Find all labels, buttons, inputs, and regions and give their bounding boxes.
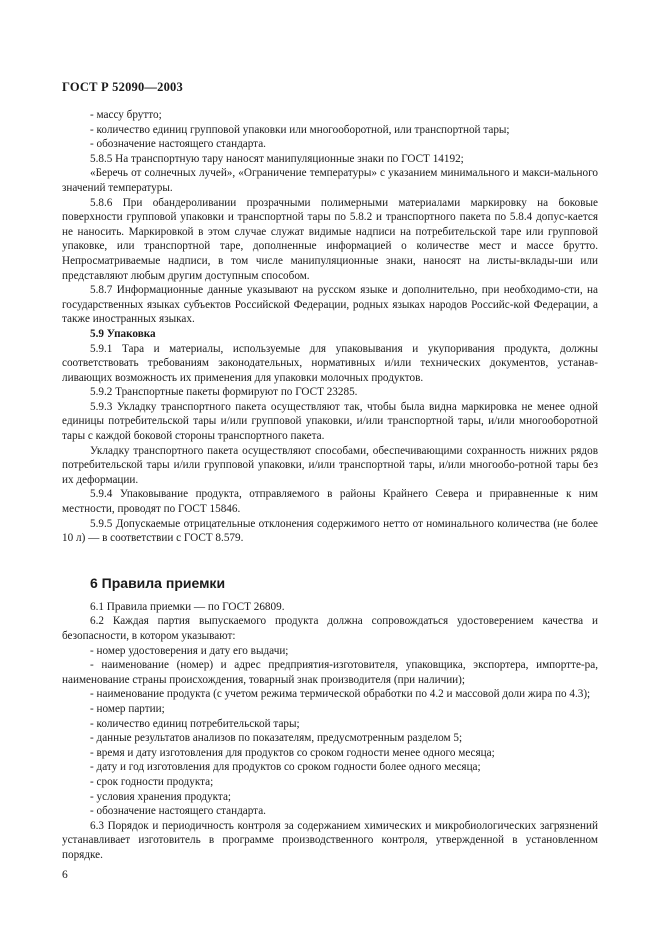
paragraph: Укладку транспортного пакета осуществляют способами, обеспечивающими сохранность нижних рядов потребительской тары и/или групповой упаковки, и/или транспортной тары, и/или многообо-ротной тары без их деформации. xyxy=(62,444,598,486)
section-gap xyxy=(62,546,598,560)
paragraph: 5.8.5 На транспортную тару наносят манипуляционные знаки по ГОСТ 14192; xyxy=(90,152,464,165)
paragraph: 6.2 Каждая партия выпускаемого продукта должна сопровождаться удостоверением качества и безопасности, в котором указывают: xyxy=(62,615,598,642)
paragraph: - количество единиц групповой упаковки или многооборотной, или транспортной тары; xyxy=(90,123,510,136)
paragraph: - дату и год изготовления для продуктов со сроком годности более одного месяца; xyxy=(90,761,481,774)
paragraph: 5.8.6 При обандероливании прозрачными полимерными материалами маркировку на боковые поверхности групповой упаковки и транспортной тары по 5.8.2 и транспортного пакета по 5.8.4 допус-кается не наносить. Маркировкой в этом случае служат видимые надписи на потребительской таре или групповой упаковке, или транспортной таре, дополненные информацией о количестве мест и массе брутто. Непросматриваемые надписи, в том числе манипуляционные знаки, наносят на листы-вклады-ши или представляют любым другим доступным способом. xyxy=(62,196,598,282)
document-id-header: ГОСТ Р 52090—2003 xyxy=(62,80,183,94)
subsection-heading: 5.9 Упаковка xyxy=(90,327,156,340)
paragraph: 6.3 Порядок и периодичность контроля за содержанием химических и микробиологических загрязнений устанавливает изготовитель в программе производственного контроля, утвержденной в установленном порядке. xyxy=(62,819,598,861)
paragraph: 5.9.4 Упаковывание продукта, отправляемого в районы Крайнего Севера и приравненные к ним местности, проводят по ГОСТ 15846. xyxy=(62,488,598,516)
document-body xyxy=(62,108,598,863)
paragraph: - срок годности продукта; xyxy=(90,775,214,788)
paragraph: 5.9.3 Укладку транспортного пакета осуществляют так, чтобы была видна маркировка не менее одной единицы потребительской тары и/или групповой упаковки, и/или транспортной тары, и/или многооборотной тары с каждой боковой стороны транспортного пакета. xyxy=(62,400,598,443)
paragraph: 5.9.1 Тара и материалы, используемые для упаковывания и укупоривания продукта, должны соответствовать требованиям законодательных, нормативных и/или технических документов, устанав-ливающих возможность их применения для упаковки молочных продуктов. xyxy=(62,342,598,384)
paragraph: - номер удостоверения и дату его выдачи; xyxy=(90,644,289,657)
paragraph: - время и дату изготовления для продуктов со сроком годности менее одного месяца; xyxy=(90,746,495,759)
paragraph: - номер партии; xyxy=(90,702,165,715)
paragraph: 6.1 Правила приемки — по ГОСТ 26809. xyxy=(90,600,285,613)
paragraph: 5.8.7 Информационные данные указывают на русском языке и дополнительно, при необходимо-сти, на государственных языках субъектов Российской Федерации, родных языках народов Российс-кой Федерации, а также иностранных языках. xyxy=(62,284,598,326)
paragraph: - наименование (номер) и адрес предприятия-изготовителя, упаковщика, экспортера, импортте-ра, наименование страны происхождения, товарный знак производителя (при наличии); xyxy=(62,659,598,686)
section-heading: 6 Правила приемки xyxy=(90,574,226,591)
paragraph: - количество единиц потребительской тары; xyxy=(90,717,300,730)
paragraph: «Беречь от солнечных лучей», «Ограничение температуры» с указанием минимального и макси-мального значений температуры. xyxy=(62,167,598,194)
paragraph: - массу брутто; xyxy=(90,109,162,121)
paragraph: - условия хранения продукта; xyxy=(90,790,232,803)
page-number: 6 xyxy=(62,869,68,881)
paragraph: - обозначение настоящего стандарта. xyxy=(90,138,266,151)
paragraph: 5.9.5 Допускаемые отрицательные отклонения содержимого нетто от номинального количества (не более 10 л) — в соответствии с ГОСТ 8.579. xyxy=(62,517,598,545)
paragraph: - данные результатов анализов по показателям, предусмотренным разделом 5; xyxy=(90,732,463,745)
paragraph: - наименование продукта (с учетом режима термической обработки по 4.2 и массовой доли жира по 4.3); xyxy=(90,688,591,701)
paragraph: 5.9.2 Транспортные пакеты формируют по ГОСТ 23285. xyxy=(90,386,358,399)
paragraph: - обозначение настоящего стандарта. xyxy=(90,805,266,818)
